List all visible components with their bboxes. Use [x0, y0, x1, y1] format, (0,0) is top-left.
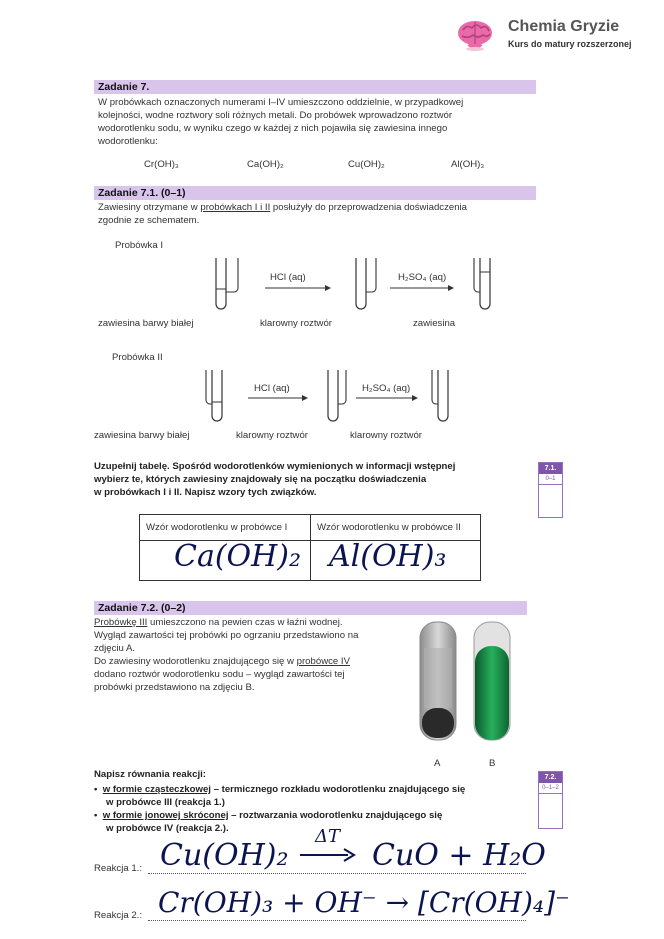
task7-title: Zadanie 7. [98, 81, 150, 93]
task71-instruction: Uzupełnij tabelę. Spośród wodorotlenków wymienionych w informacji wstępnej wybierz te, których zawiesiny znajdowały się na początku doświadczenia w probówkach I i II. Napisz wzory tych związków. [94, 461, 456, 498]
task72-bullets: • w formie cząsteczkowej – termicznego rozkładu wodorotlenku znajdującego się w probówce III (reakcja 1.) • w formie jonowej skróconej – roztwarzania wodorotlenku znajdującego się w probówce IV (reakcja 2.). [94, 784, 466, 834]
scheme2-state2: klarowny roztwór [236, 430, 308, 441]
scheme1-reagent2: H₂SO₄ (aq) [398, 272, 447, 283]
score-box-72: 7.2. 0–1–2 [538, 771, 563, 829]
photo-test-tubes [414, 618, 518, 758]
scheme1-reagent1: HCl (aq) [270, 272, 306, 283]
reaction2-label: Reakcja 2.: [94, 910, 142, 921]
brain-logo-icon [455, 18, 495, 52]
answer-2-handwritten: Al(OH)₃ [329, 539, 447, 574]
arrow-icon [248, 395, 308, 401]
table-header-1: Wzór wodorotlenku w probówce I [140, 515, 311, 541]
scheme2-state1: zawiesina barwy białej [94, 430, 190, 441]
task7-title-band [94, 80, 536, 94]
brand-tagline: Kurs do matury rozszerzonej [508, 39, 632, 49]
scheme1-state1: zawiesina barwy białej [98, 318, 194, 329]
table-header-2: Wzór wodorotlenku w probówce II [311, 515, 481, 541]
brand-name: Chemia Gryzie [508, 18, 620, 35]
test-tube-icon [328, 370, 346, 421]
scheme1-diagram [190, 252, 520, 322]
bullet-icon: • [94, 810, 103, 821]
hydroxide-4: Al(OH)₃ [451, 159, 485, 170]
answer-table [139, 514, 481, 581]
bullet-icon: • [94, 784, 103, 795]
scheme2-state3: klarowny roztwór [350, 430, 422, 441]
reaction2-dotted-line [148, 920, 526, 921]
scheme2-label: Probówka II [112, 352, 163, 363]
scheme2-reagent1: HCl (aq) [254, 383, 290, 394]
task71-intro: Zawiesiny otrzymane w probówkach I i II posłużyły do przeprowadzenia doświadczenia zgodnie ze schematem. [98, 202, 468, 226]
reaction2-handwritten[interactable]: Cr(OH)₃ + OH⁻ → [Cr(OH)₄]⁻ [158, 886, 570, 919]
arrow-icon [265, 285, 331, 291]
tube-a-photo [420, 622, 456, 740]
reaction1-left[interactable]: Cu(OH)₂ [160, 838, 289, 873]
answer-cell-1[interactable] [140, 541, 311, 581]
scheme1-label: Probówka I [115, 240, 163, 251]
reaction1-arrow-label: ΔT [315, 826, 341, 847]
arrow-icon [390, 285, 454, 291]
photo-b-label: B [489, 758, 496, 769]
scheme1-state3: zawiesina [413, 318, 456, 329]
score-box-71: 7.1. 0–1 [538, 462, 563, 518]
arrow-icon [300, 848, 356, 862]
task72-title: Zadanie 7.2. (0–2) [98, 602, 186, 614]
answer-cell-2[interactable] [311, 541, 481, 581]
tube-b-photo [474, 622, 510, 740]
test-tube-icon [356, 258, 376, 309]
task71-title: Zadanie 7.1. (0–1) [98, 187, 186, 199]
test-tube-icon [432, 370, 448, 421]
task7-intro: W probówkach oznaczonych numerami I–IV umieszczono oddzielnie, w przypadkowej kolejności, wodne roztwory soli różnych metali. Do probówek wprowadzono roztwór wodorotlenku sodu, w wyniku czego w każdej z nich pojawiła się zawiesina innego wodorotlenku: [98, 97, 464, 147]
reaction1-dotted-line [148, 873, 526, 874]
reaction1-right[interactable]: CuO + H₂O [372, 838, 546, 873]
answer-1-handwritten: Ca(OH)₂ [174, 539, 302, 574]
test-tube-icon [474, 258, 490, 309]
scheme1-state2: klarowny roztwór [260, 318, 332, 329]
test-tube-icon [206, 370, 222, 421]
scheme2-reagent2: H₂SO₄ (aq) [362, 383, 411, 394]
arrow-icon [356, 395, 418, 401]
hydroxide-1: Cr(OH)₃ [144, 159, 179, 170]
hydroxide-2: Ca(OH)₂ [247, 159, 284, 170]
photo-a-label: A [434, 758, 441, 769]
reaction1-label: Reakcja 1.: [94, 863, 142, 874]
hydroxide-3: Cu(OH)₂ [348, 159, 385, 170]
scheme2-diagram [190, 366, 470, 432]
task72-intro: Probówkę III umieszczono na pewien czas w łaźni wodnej. Wygląd zawartości tej probówki po ogrzaniu przedstawiono na zdjęciu A. Do zawiesiny wodorotlenku znajdującego się w probówce IV dodano roztwór wodorotlenku sodu – wygląd zawartości tej probówki przedstawiono na zdjęciu B. [94, 617, 359, 693]
task72-instruction: Napisz równania reakcji: [94, 769, 206, 780]
test-tube-icon [216, 258, 238, 309]
